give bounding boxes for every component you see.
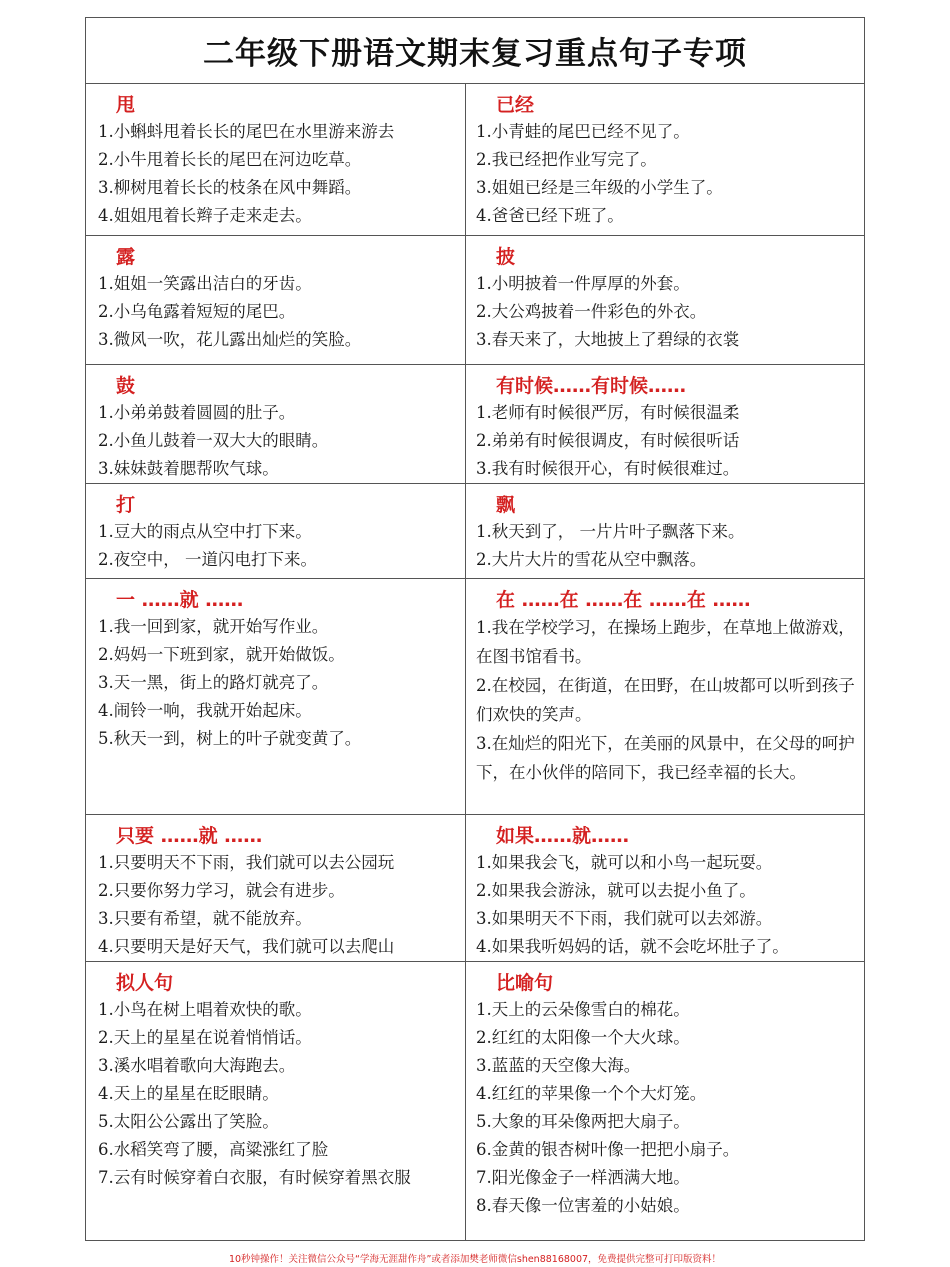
sentence: 2.小乌龟露着短短的尾巴。 [98, 302, 296, 321]
section-cell [86, 815, 466, 961]
section-row [86, 84, 864, 236]
section-cell [466, 365, 864, 483]
sentence: 1.豆大的雨点从空中打下来。 [98, 522, 312, 541]
sentence: 2.我已经把作业写完了。 [476, 150, 657, 169]
sentence: 2.大公鸡披着一件彩色的外衣。 [476, 302, 707, 321]
keyword-heading: 露 [116, 246, 136, 268]
sentence: 2.妈妈一下班到家，就开始做饭。 [98, 645, 345, 664]
sentence: 5.大象的耳朵像两把大扇子。 [476, 1112, 690, 1131]
sentence: 1.小青蛙的尾巴已经不见了。 [476, 122, 690, 141]
sentence: 3.蓝蓝的天空像大海。 [476, 1056, 641, 1075]
section-cell [86, 484, 466, 578]
sentence: 3.我有时候很开心，有时候很难过。 [476, 459, 740, 478]
section-cell [466, 84, 864, 235]
sentence: 3.只要有希望，就不能放弃。 [98, 909, 312, 928]
sentence: 1.小弟弟鼓着圆圆的肚子。 [98, 403, 296, 422]
section-cell [466, 484, 864, 578]
sentence: 1.小明披着一件厚厚的外套。 [476, 274, 690, 293]
sentence: 2.在校园，在街道，在田野，在山坡都可以听到孩子们欢快的笑声。 [476, 676, 855, 724]
section-row [86, 365, 864, 484]
sentence: 1.老师有时候很严厉，有时候很温柔 [476, 403, 740, 422]
section-cell [466, 236, 864, 364]
sentence: 3.溪水唱着歌向大海跑去。 [98, 1056, 296, 1075]
keyword-heading: 飘 [496, 494, 516, 516]
section-row [86, 484, 864, 579]
sentence: 2.小牛甩着长长的尾巴在河边吃草。 [98, 150, 362, 169]
sentence: 3.春天来了，大地披上了碧绿的衣裳 [476, 330, 740, 349]
keyword-heading: 已经 [496, 94, 535, 116]
sentence: 4.爸爸已经下班了。 [476, 206, 624, 225]
sentence: 1.秋天到了， 一片片叶子飘落下来。 [476, 522, 745, 541]
section-cell [86, 579, 466, 814]
section-row [86, 962, 864, 1241]
section-cell [466, 579, 864, 814]
section-row [86, 815, 864, 962]
section-cell [466, 815, 864, 961]
section-cell [86, 365, 466, 483]
sentence: 3.微风一吹，花儿露出灿烂的笑脸。 [98, 330, 362, 349]
keyword-heading: 披 [496, 246, 516, 268]
sentence: 1.如果我会飞，就可以和小鸟一起玩耍。 [476, 853, 773, 872]
sentence: 7.云有时候穿着白衣服，有时候穿着黑衣服 [98, 1168, 411, 1187]
sentence: 2.天上的星星在说着悄悄话。 [98, 1028, 312, 1047]
sentence: 4.姐姐甩着长辫子走来走去。 [98, 206, 312, 225]
section-cell [86, 84, 466, 235]
sentence: 2.大片大片的雪花从空中飘落。 [476, 550, 707, 569]
sentence: 8.春天像一位害羞的小姑娘。 [476, 1196, 690, 1215]
sentence: 4.天上的星星在眨眼睛。 [98, 1084, 279, 1103]
sentence: 3.妹妹鼓着腮帮吹气球。 [98, 459, 279, 478]
keyword-heading: 比喻句 [496, 972, 554, 994]
sentence: 2.红红的太阳像一个大火球。 [476, 1028, 690, 1047]
sentence: 1.我在学校学习，在操场上跑步，在草地上做游戏，在图书馆看书。 [476, 618, 855, 666]
sentence: 3.在灿烂的阳光下，在美丽的风景中，在父母的呵护下，在小伙伴的陪同下，我已经幸福的长大。 [476, 734, 855, 782]
page-title: 二年级下册语文期末复习重点句子专项 [86, 18, 864, 84]
sentence: 3.天一黑，街上的路灯就亮了。 [98, 673, 329, 692]
worksheet [85, 17, 865, 1241]
sentence: 2.只要你努力学习，就会有进步。 [98, 881, 345, 900]
sentence: 2.如果我会游泳，就可以去捉小鱼了。 [476, 881, 756, 900]
keyword-heading: 如果……就…… [496, 825, 630, 847]
sentence: 6.水稻笑弯了腰，高粱涨红了脸 [98, 1140, 329, 1159]
sentence: 1.姐姐一笑露出洁白的牙齿。 [98, 274, 312, 293]
sentence: 6.金黄的银杏树叶像一把把小扇子。 [476, 1140, 740, 1159]
sentence: 5.太阳公公露出了笑脸。 [98, 1112, 279, 1131]
keyword-heading: 在 ……在 ……在 ……在 …… [496, 589, 751, 611]
sentence: 1.小鸟在树上唱着欢快的歌。 [98, 1000, 312, 1019]
sentence: 1.我一回到家，就开始写作业。 [98, 617, 329, 636]
sentence: 4.只要明天是好天气，我们就可以去爬山 [98, 937, 395, 956]
sentence: 2.小鱼儿鼓着一双大大的眼睛。 [98, 431, 329, 450]
keyword-heading: 甩 [116, 94, 136, 116]
sentence: 3.如果明天不下雨，我们就可以去郊游。 [476, 909, 773, 928]
keyword-heading: 有时候……有时候…… [496, 375, 687, 397]
sentence: 7.阳光像金子一样洒满大地。 [476, 1168, 690, 1187]
sentence: 2.夜空中， 一道闪电打下来。 [98, 550, 317, 569]
keyword-heading: 只要 ……就 …… [116, 825, 263, 847]
sentence: 3.姐姐已经是三年级的小学生了。 [476, 178, 723, 197]
sentence: 5.秋天一到，树上的叶子就变黄了。 [98, 729, 362, 748]
sentence: 1.小蝌蚪甩着长长的尾巴在水里游来游去 [98, 122, 395, 141]
sentence: 4.闹铃一响，我就开始起床。 [98, 701, 312, 720]
keyword-heading: 一 ……就 …… [116, 589, 244, 611]
sentence: 4.如果我听妈妈的话，就不会吃坏肚子了。 [476, 937, 789, 956]
keyword-heading: 打 [116, 494, 136, 516]
keyword-heading: 拟人句 [116, 972, 174, 994]
sentence: 1.天上的云朵像雪白的棉花。 [476, 1000, 690, 1019]
section-row [86, 236, 864, 365]
promo-footer: 10秒钟操作！关注微信公众号“学海无涯甜作舟”或者添加樊老师微信shen88168007，免费提供完整可打印版资料！ [228, 1254, 722, 1265]
sentence: 4.红红的苹果像一个个大灯笼。 [476, 1084, 707, 1103]
section-row [86, 579, 864, 815]
section-cell [86, 236, 466, 364]
sentence: 2.弟弟有时候很调皮，有时候很听话 [476, 431, 740, 450]
section-cell [466, 962, 864, 1241]
sentence: 1.只要明天不下雨，我们就可以去公园玩 [98, 853, 395, 872]
sentence: 3.柳树甩着长长的枝条在风中舞蹈。 [98, 178, 362, 197]
keyword-heading: 鼓 [116, 375, 136, 397]
section-cell [86, 962, 466, 1241]
